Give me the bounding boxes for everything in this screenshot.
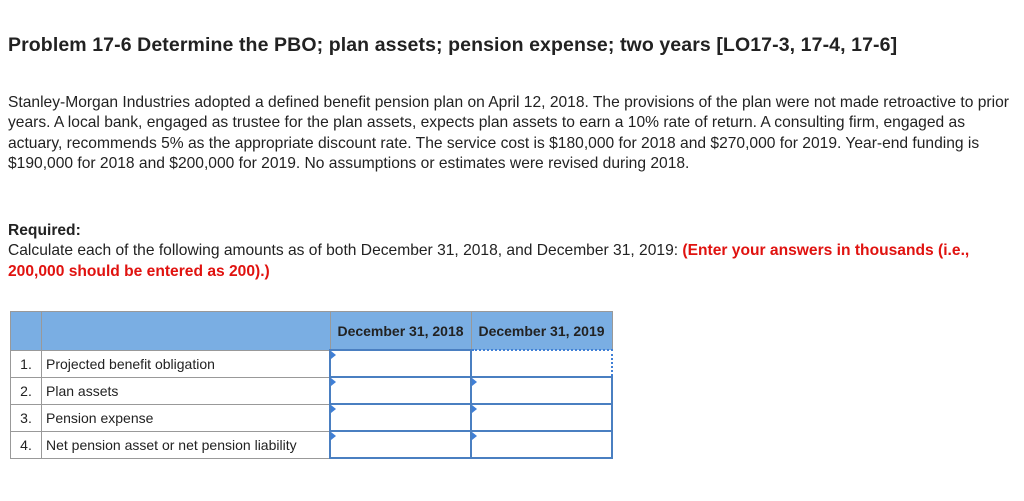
net-pension-2018-cell[interactable] [330, 431, 471, 458]
input-marker-icon [472, 378, 477, 386]
answer-table [10, 311, 613, 459]
table-row [11, 377, 613, 404]
net-pension-2018-input[interactable] [331, 433, 474, 457]
plan-assets-2018-input[interactable] [331, 379, 474, 403]
row-number: 3. [11, 404, 42, 431]
input-marker-icon [472, 405, 477, 413]
table-row [11, 350, 613, 377]
row-label: Plan assets [42, 377, 331, 404]
required-text: Calculate each of the following amounts as of both December 31, 2018, and December 31, 2019: [8, 242, 683, 260]
problem-description: Stanley-Morgan Industries adopted a defined benefit pension plan on April 12, 2018. The provisions of the plan were not made retroactive to prior years. A local bank, engaged as trustee for the plan assets, expects plan assets to earn a 10% rate of return. A consulting firm, engaged as actuary, recommends 5% as the appropriate discount rate. The service cost is $180,000 for 2018 and $270,000 for 2019. Year-end funding is $190,000 for 2018 and $200,000 for 2019. No assumptions or estimates were revised during 2018. [8, 94, 1009, 173]
table-row [11, 431, 613, 458]
pension-expense-2019-cell[interactable] [471, 404, 612, 431]
plan-assets-2018-cell[interactable] [330, 377, 471, 404]
required-section [8, 221, 1018, 282]
pbo-2018-input[interactable] [331, 352, 474, 376]
row-number: 1. [11, 350, 42, 377]
pbo-2018-cell[interactable] [330, 350, 471, 377]
plan-assets-2019-cell[interactable] [471, 377, 612, 404]
row-label: Projected benefit obligation [42, 350, 331, 377]
header-blank [11, 312, 42, 351]
net-pension-2019-input[interactable] [472, 433, 615, 457]
table-header-row [11, 312, 613, 351]
input-marker-icon [331, 378, 336, 386]
pbo-2019-input[interactable] [472, 352, 615, 376]
input-marker-icon [472, 432, 477, 440]
row-label: Net pension asset or net pension liability [42, 431, 331, 458]
problem-title: Problem 17-6 Determine the PBO; plan assets; pension expense; two years [LO17-3, 17-4, 17-6] [8, 34, 898, 56]
header-blank-label [42, 312, 331, 351]
row-number: 4. [11, 431, 42, 458]
row-number: 2. [11, 377, 42, 404]
header-2019: December 31, 2019 [471, 312, 612, 351]
input-marker-icon [331, 351, 336, 359]
required-label: Required: [8, 222, 81, 239]
pension-expense-2018-input[interactable] [331, 406, 474, 430]
table-row [11, 404, 613, 431]
pbo-2019-cell[interactable] [471, 350, 612, 377]
input-marker-icon [331, 432, 336, 440]
row-label: Pension expense [42, 404, 331, 431]
input-marker-icon [331, 405, 336, 413]
pension-expense-2018-cell[interactable] [330, 404, 471, 431]
header-2018: December 31, 2018 [330, 312, 471, 351]
required-note: (Enter your answers in thousands (i.e., 200,000 should be entered as 200).) [8, 242, 970, 280]
pension-expense-2019-input[interactable] [472, 406, 615, 430]
net-pension-2019-cell[interactable] [471, 431, 612, 458]
plan-assets-2019-input[interactable] [472, 379, 615, 403]
